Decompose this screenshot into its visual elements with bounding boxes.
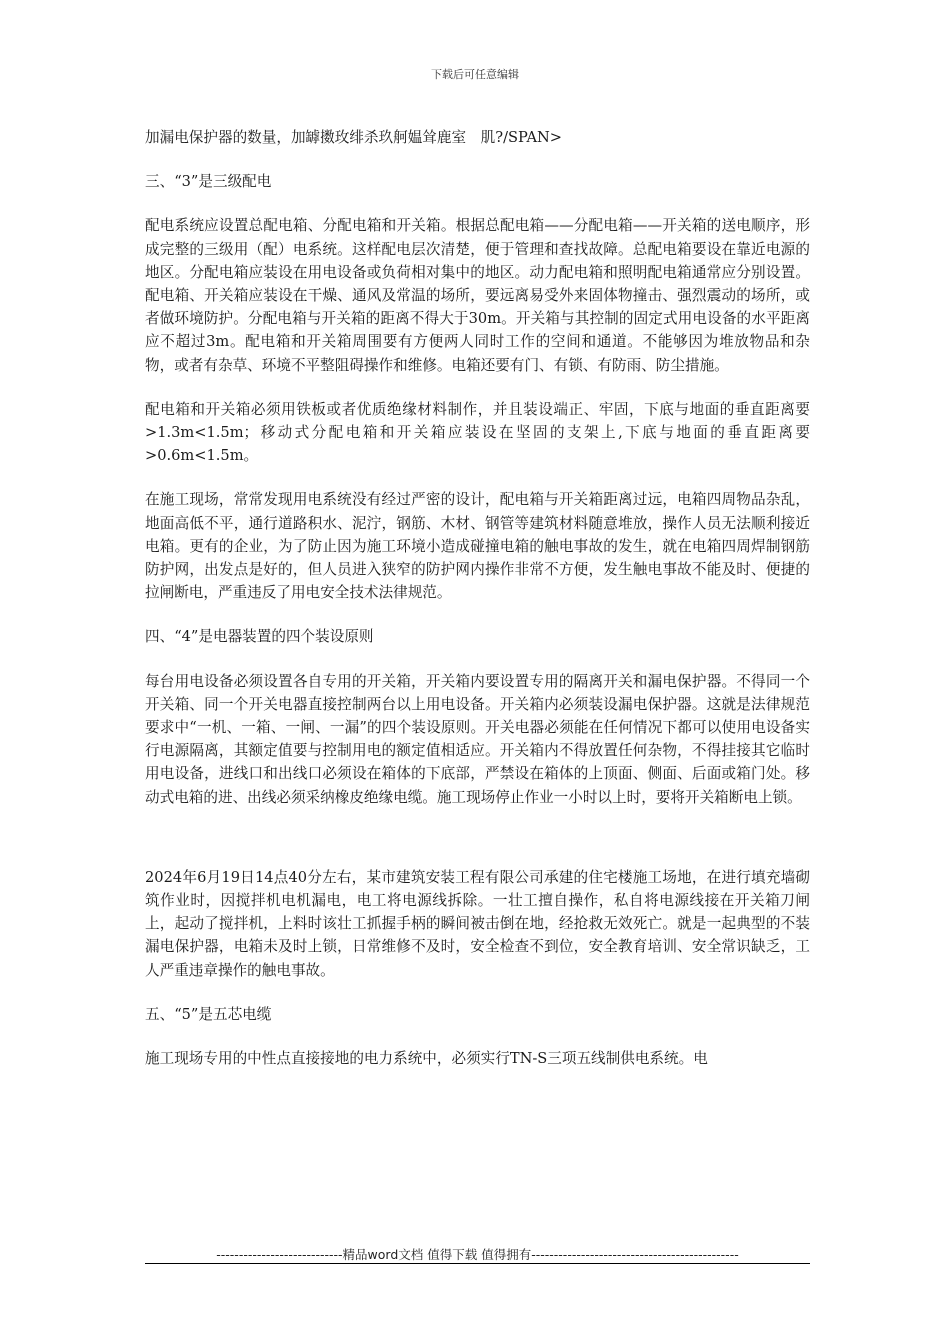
paragraph-box-material: 配电箱和开关箱必须用铁板或者优质绝缘材料制作，并且装设端正、牢固，下底与地面的垂直距离要>1.3m<1.5m；移动式分配电箱和开关箱应装设在坚固的支架上,下底与地面的垂直距离要>0.6m<1.5m。 xyxy=(145,400,810,465)
paragraph-four-principles: 每台用电设备必须设置各自专用的开关箱，开关箱内要设置专用的隔离开关和漏电保护器。不得同一个开关箱、同一个开关电器直接控制两台以上用电设备。开关箱内必须装设漏电保护器。这就是法律规范要求中“一机、一箱、一闸、一漏”的四个装设原则。开关电器必须能在任何情况下都可以使用电设备实行电源隔离，其额定值要与控制用电的额定值相适应。开关箱内不得放置任何杂物，不得挂接其它临时用电设备，进线口和出线口必须设在箱体的下底部，严禁设在箱体的上顶面、侧面、后面或箱门处。移动式电箱的进、出线必须采纳橡皮绝缘电缆。施工现场停止作业一小时以上时，要将开关箱断电上锁。 xyxy=(145,672,810,806)
paragraph-site-issues: 在施工现场，常常发现用电系统没有经过严密的设计，配电箱与开关箱距离过远，电箱四周物品杂乱，地面高低不平，通行道路积水、泥泞，钢筋、木材、钢管等建筑材料随意堆放，操作人员无法顺利接近电箱。更有的企业，为了防止因为施工环境小造成碰撞电箱的触电事故的发生，就在电箱四周焊制钢筋防护网，出发点是好的，但人员进入狭窄的防护网内操作非常不方便，发生触电事故不能及时、便捷的拉闸断电，严重违反了用电安全技术法律规范。 xyxy=(145,491,810,602)
paragraph-accident-case: 2024年6月19日14点40分左右，某市建筑安装工程有限公司承建的住宅楼施工场地，在进行填充墙砌筑作业时，因搅拌机电机漏电，电工将电源线拆除。一壮工擅自操作，私自将电源线接在开关箱刀闸上，起动了搅拌机，上料时该壮工抓握手柄的瞬间被击倒在地，经抢救无效死亡。就是一起典型的不装漏电保护器，电箱未及时上锁，日常维修不及时，安全检查不到位，安全教育培训、安全常识缺乏，工人严重违章操作的触电事故。 xyxy=(145,868,810,979)
page-footer: ----------------------------精品word文档 值得下载 值得拥有---------------------------------------------- xyxy=(216,1247,739,1262)
page-header: 下载后可任意编辑 xyxy=(431,68,519,81)
spacer xyxy=(145,830,810,866)
document-body xyxy=(145,126,810,1091)
paragraph-five-core: 施工现场专用的中性点直接接地的电力系统中，必须实行TN-S三项五线制供电系统。电 xyxy=(145,1050,708,1068)
paragraph-intro: 加漏电保护器的数量，加罅擞玫绯杀玖舸媪耸鹿室 肌?/SPAN> xyxy=(145,129,563,146)
section-heading-5: 五、“5”是五芯电缆 xyxy=(145,1005,272,1023)
section-heading-4: 四、“4”是电器装置的四个装设原则 xyxy=(145,628,374,646)
footer-divider xyxy=(145,1263,810,1264)
section-heading-3: 三、“3”是三级配电 xyxy=(145,173,272,191)
paragraph-three-level: 配电系统应设置总配电箱、分配电箱和开关箱。根据总配电箱——分配电箱——开关箱的送电顺序，形成完整的三级用（配）电系统。这样配电层次清楚，便于管理和查找故障。总配电箱要设在靠近电源的地区。分配电箱应装设在用电设备或负荷相对集中的地区。动力配电箱和照明配电箱通常应分别设置。配电箱、开关箱应装设在干燥、通风及常温的场所，要远离易受外来固体物撞击、强烈震动的场所，或者做环境防护。分配电箱与开关箱的距离不得大于30m。开关箱与其控制的固定式用电设备的水平距离应不超过3m。配电箱和开关箱周围要有方便两人同时工作的空间和通道。不能够因为堆放物品和杂物，或者有杂草、环境不平整阻碍操作和维修。电箱还要有门、有锁、有防雨、防尘措施。 xyxy=(145,217,810,374)
